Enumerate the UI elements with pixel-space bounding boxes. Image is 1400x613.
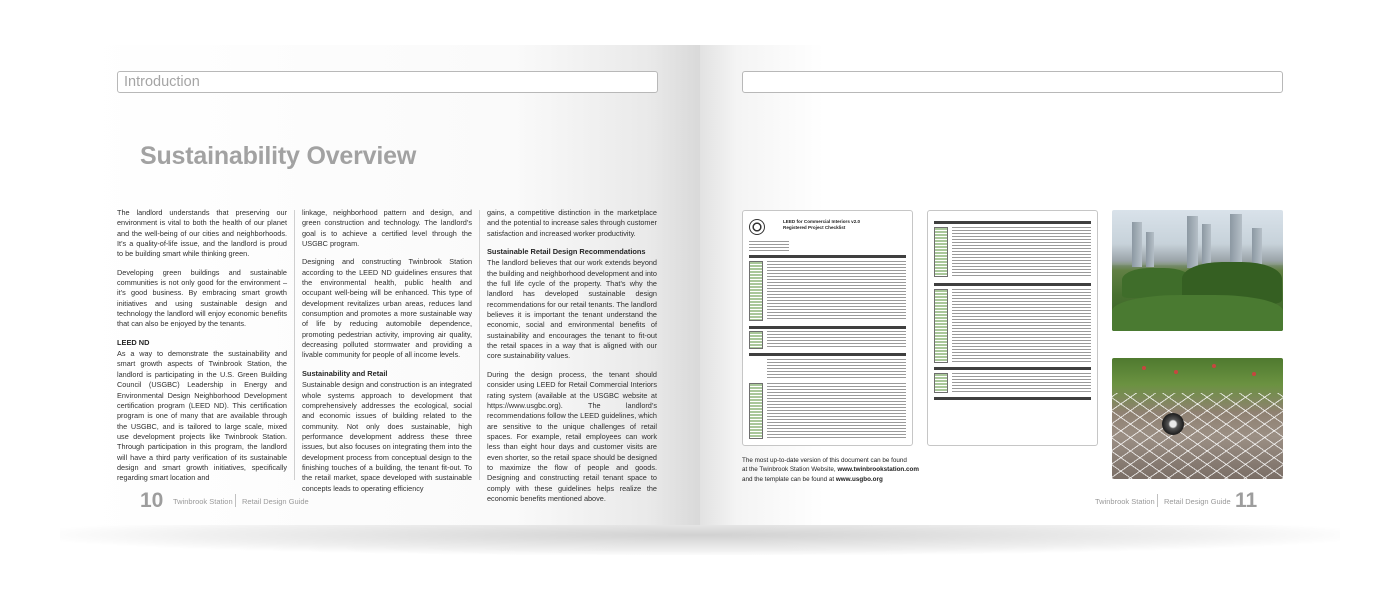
paragraph: The landlord believes that our work extends beyond the building and neighborhood development and into the full life cycle of the property. That’s why the landlord has developed sustainable design recommendations for our retail tenants. The landlord believes it is important the tenant understand the economic, social and environmental benefits of sustainability and encourages the tenant to fit-out the retail spaces in a way that is aligned with our core sustainability values.	[487, 258, 657, 361]
page-title: Sustainability Overview	[140, 142, 417, 170]
text-column-3	[487, 208, 657, 512]
paragraph: As a way to demonstrate the sustainability and smart growth aspects of Twinbrook Station, the landlord is participating in the U.S. Green Building Council (USGBC) Leadership in Energy and Environmental Design Neighborhood Development certification program (LEED ND). This certification program is one of many that are available through the USGBC, and is tailored to large scale, mixed use development projects like Twinbrook Station. Through participation in this program, the landlord will have a third party verification of its sustainable design and smart growth initiatives, specifically regarding smart location and	[117, 349, 287, 483]
checklist-section-bar	[934, 397, 1091, 400]
section-header	[742, 71, 1283, 93]
website-link[interactable]: www.twinbrookstation.com	[837, 466, 919, 474]
left-page	[80, 45, 700, 525]
footer-separator	[1157, 494, 1158, 507]
column-divider	[479, 210, 480, 480]
building	[1187, 216, 1198, 268]
section-header	[117, 71, 658, 93]
checklist-section-bar	[934, 283, 1091, 286]
text-column-2	[302, 208, 472, 502]
paragraph: During the design process, the tenant should consider using LEED for Retail Commercial Interiors rating system (available at the USGBC website at https://www.usgbc.org). The landlord’s recommendations follow the LEED guidelines, which are sensitive to the unique challenges of retail spaces. For example, retail employees can work less than eight hour days and customer visits are even shorter, so the retail space should be designed to maximize the flow of people and goods. Designing and constructing retail tenant space to comply with these guidelines helps realize the economic benefits mentioned above.	[487, 369, 657, 503]
footer-project: Twinbrook Station	[1095, 497, 1155, 506]
checklist-section-bar	[749, 353, 906, 356]
checklist-text	[952, 373, 1091, 393]
page-number: 10	[140, 489, 164, 512]
paragraph: Sustainable design and construction is an integrated whole systems approach to development that comprehensively addresses the ecological, social and economic issues of building related to the community. Not only does sustainable, high performance development address these three issues, but also focuses on integrating them into the development process from conceptual design to the finishing touches of a building, the tenant fit-out. To the retail market, space developed with sustainable concepts leads to operating efficiency	[302, 380, 472, 493]
flower	[1174, 370, 1178, 374]
subheading-leed-nd: LEED ND	[117, 337, 150, 347]
usgbc-link[interactable]: www.usgbo.org	[835, 475, 883, 483]
subheading-design-recommendations: Sustainable Retail Design Recommendations	[487, 247, 646, 257]
checklist-score-boxes	[934, 227, 948, 277]
checklist-text	[767, 359, 906, 379]
text-column-1	[117, 208, 287, 492]
paragraph: The landlord understands that preserving our environment is vital to both the health of our planet and the well-being of our cities and neighborhoods. It’s a quality-of-life issue, and the landlord is proud to be building smart while thinking green.	[117, 208, 287, 259]
leed-checklist-page-1	[742, 210, 913, 446]
checklist-text	[952, 289, 1091, 363]
checklist-score-boxes	[749, 261, 763, 321]
leed-checklist-page-2	[927, 210, 1098, 446]
green-roof-city-photo	[1112, 210, 1283, 331]
building	[1230, 214, 1242, 268]
checklist-text	[767, 383, 906, 439]
checklist-score-boxes	[934, 373, 948, 393]
paragraph: linkage, neighborhood pattern and design, and green construction and technology. The landlord’s goal is to achieve a certified level through the USGBC program.	[302, 208, 472, 249]
document-caption: The most up-to-date version of this document can be found at the Twinbrook Station Website, www.twinbrookstation.com and the template can be found at www.usgbo.org	[742, 457, 919, 483]
building	[1132, 222, 1142, 267]
flower	[1142, 366, 1146, 370]
paragraph: Designing and constructing Twinbrook Station according to the LEED ND guidelines ensures that the environmental health, public health and occupant well-being will be enhanced. This type of development revitalizes urban areas, reduces land consumption and promotes a more sustainable way of life by reducing automobile dependence, promoting pedestrian activity, improving air quality, decreasing polluted stormwater and providing a livable community for people of all income levels.	[302, 257, 472, 360]
checklist-section-bar	[749, 326, 906, 329]
flower	[1212, 364, 1216, 368]
building	[1146, 232, 1154, 267]
checklist-score-boxes	[749, 331, 763, 349]
hedge	[1112, 295, 1283, 331]
checklist-section-bar	[934, 221, 1091, 224]
footer-document: Retail Design Guide	[242, 497, 309, 506]
usgbc-logo-icon	[749, 219, 765, 235]
checklist-section-bar	[749, 255, 906, 258]
page-number: 11	[1235, 489, 1258, 512]
checklist-text	[767, 331, 906, 349]
checklist-title: LEED for Commercial Interiors v2.0 Registered Project Checklist	[783, 219, 861, 230]
checklist-text	[749, 241, 789, 251]
protective-netting	[1112, 393, 1283, 479]
checklist-score-boxes	[934, 289, 948, 363]
subheading-sustainability-retail: Sustainability and Retail	[302, 368, 388, 378]
column-divider	[294, 210, 295, 480]
building	[1202, 224, 1211, 268]
lamp-fixture	[1162, 413, 1184, 435]
checklist-text	[767, 261, 906, 321]
flower	[1252, 372, 1256, 376]
right-page	[700, 45, 1320, 525]
checklist-section-bar	[934, 367, 1091, 370]
green-roof-planting-photo	[1112, 358, 1283, 479]
checklist-text	[952, 227, 1091, 277]
paragraph: gains, a competitive distinction in the marketplace and the potential to increase sales through customer satisfaction and increased worker productivity.	[487, 208, 657, 238]
footer-document: Retail Design Guide	[1164, 497, 1231, 506]
footer-separator	[235, 494, 236, 507]
checklist-score-boxes	[749, 383, 763, 439]
footer-project: Twinbrook Station	[173, 497, 233, 506]
section-header-label: Introduction	[124, 74, 200, 90]
paragraph: Developing green buildings and sustainable communities is not only good for the environment – it’s good business. By embracing smart growth initiatives and using sustainable design and technology the landlord will enjoy economic benefits that can also be enjoyed by the tenants.	[117, 267, 287, 329]
